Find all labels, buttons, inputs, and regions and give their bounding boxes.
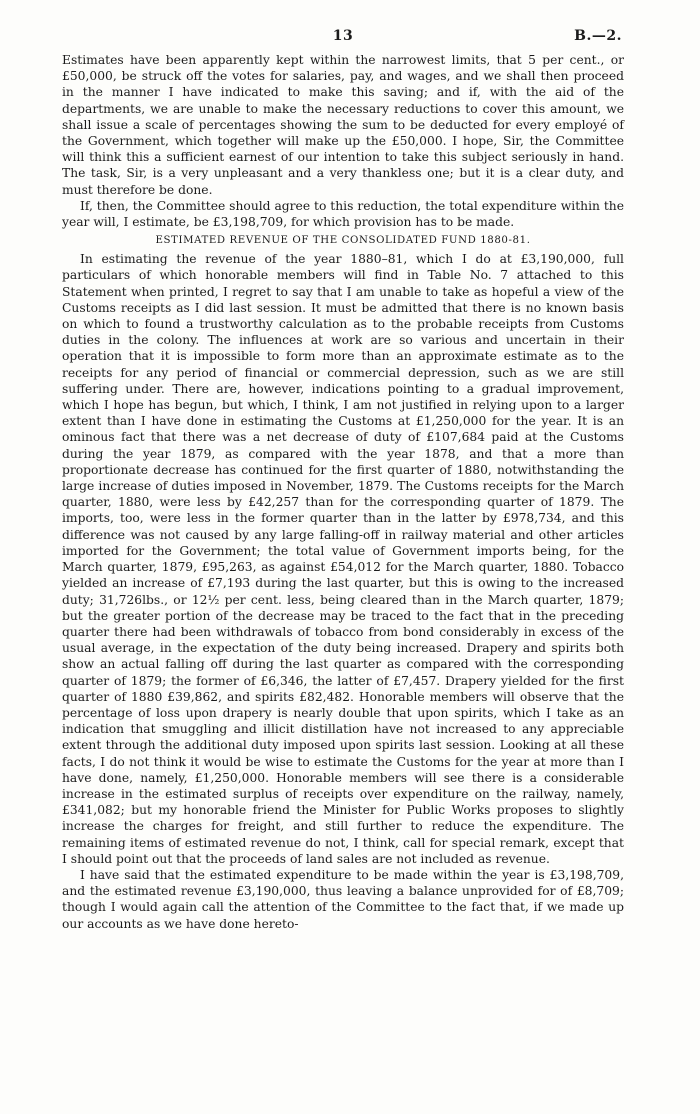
- document-page: [62, 28, 624, 932]
- section-heading-estimated-revenue: ESTIMATED REVENUE OF THE CONSOLIDATED FUND 1880-81.: [155, 235, 531, 247]
- page-number: 13: [332, 28, 354, 44]
- running-header: [62, 28, 624, 52]
- document-reference: B.—2.: [574, 28, 622, 44]
- body-text: [62, 52, 624, 932]
- paragraph-revenue-estimate: In estimating the revenue of the year 1880–81, which I do at £3,190,000, full particulars of which honorable members will find in Table No. 7 attached to this Statement when printed, I regret to say that I am unable to take as hopeful a view of the Customs receipts as I did last session. It must be admitted that there is no known basis on which to found a trustworthy calculation as to the probable receipts from Customs duties in the colony. The influences at work are so various and uncertain in their operation that it is impossible to form more than an approximate estimate as to the receipts for any period of financial or commercial depression, such as we are still suffering under. There are, however, indications pointing to a gradual improvement, which I hope has begun, but which, I think, I am not justified in relying upon to a larger extent than I have done in estimating the Customs at £1,250,000 for the year. It is an ominous fact that there was a net decrease of duty of £107,684 paid at the Customs during the year 1879, as compared with the year 1878, and that a more than proportionate decrease has continued for the first quarter of 1880, notwithstanding the large increase of duties imposed in November, 1879. The Customs receipts for the March quarter, 1880, were less by £42,257 than for the corresponding quarter of 1879. The imports, too, were less in the former quarter than in the latter by £978,734, and this difference was not caused by any large falling-off in railway material and other articles imported for the Government; the total value of Government imports being, for the March quarter, 1879, £95,263, as against £54,012 for the March quarter, 1880. Tobacco yielded an increase of £7,193 during the last quarter, but this is owing to the increased duty; 31,726lbs., or 12½ per cent. less, being cleared than in the March quarter, 1879; but the greater portion of the decrease may be traced to the fact that in the preceding quarter there had been withdrawals of tobacco from bond considerably in excess of the usual average, in the expectation of the duty being increased. Drapery and spirits both show an actual falling off during the last quarter as compared with the corresponding quarter of 1879; the former of £6,346, the latter of £7,457. Drapery yielded for the first quarter of 1880 £39,862, and spirits £82,482. Honorable members will observe that the percentage of loss upon drapery is nearly double that upon spirits, which I take as an indication that smuggling and illicit distillation have not increased to any appreciable extent through the additional duty imposed upon spirits last session. Looking at all these facts, I do not think it would be wise to estimate the Customs for the year at more than I have done, namely, £1,250,000. Honorable members will see there is a considerable increase in the estimated surplus of receipts over expenditure on the railway, namely, £341,082; but my honorable friend the Minister for Public Works proposes to slightly increase the charges for freight, and still further to reduce the expenditure. The remaining items of estimated revenue do not, I think, call for special remark, except that I should point out that the proceeds of land sales are not included as revenue.: [62, 252, 624, 866]
- paragraph-balance-unprovided: I have said that the estimated expenditure to be made within the year is £3,198,709, and the estimated revenue £3,190,000, thus leaving a balance unprovided for of £8,709; though I would again call the attention of the Committee to the fact that, if we made up our accounts as we have done hereto-: [62, 867, 624, 931]
- paragraph-total-expenditure: If, then, the Committee should agree to this reduction, the total expenditure within the year will, I estimate, be £3,198,709, for which provision has to be made.: [62, 198, 624, 230]
- paragraph-estimates-reduction: Estimates have been apparently kept within the narrowest limits, that 5 per cent., or £50,000, be struck off the votes for salaries, pay, and wages, and we shall then proceed in the manner I have indicated to make this saving; and if, with the aid of the departments, we are unable to make the necessary reductions to cover this amount, we shall issue a scale of percentages showing the sum to be deducted for every employé of the Government, which together will make up the £50,000. I hope, Sir, the Committee will think this a sufficient earnest of our intention to take this subject seriously in hand. The task, Sir, is a very unpleasant and a very thankless one; but it is a clear duty, and must therefore be done.: [62, 53, 624, 197]
